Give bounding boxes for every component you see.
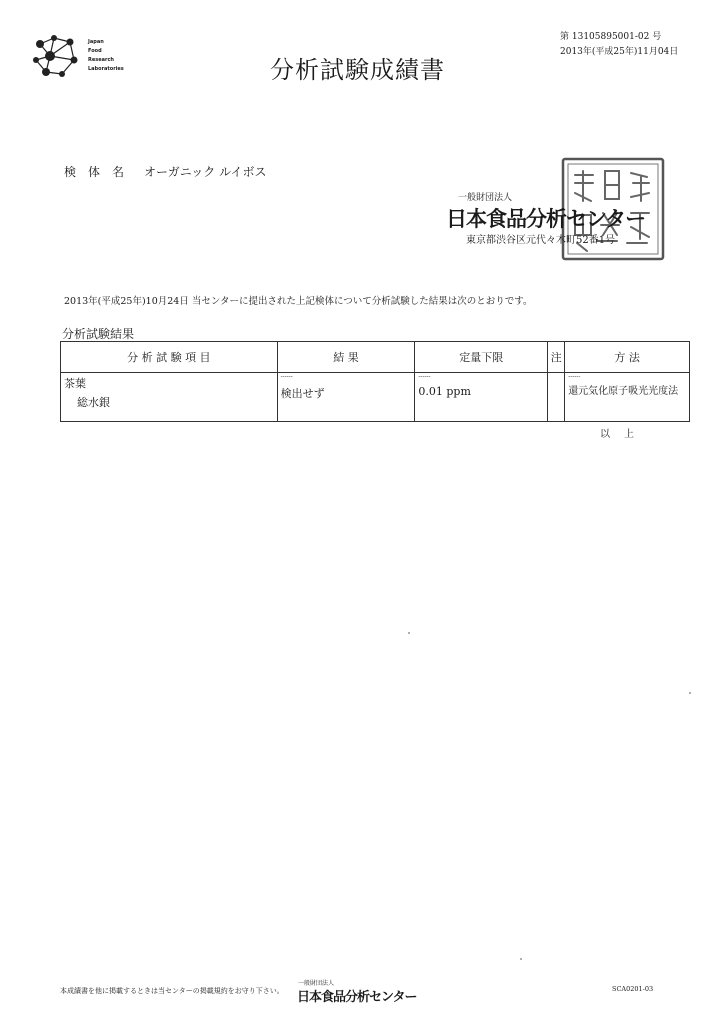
note-value [548,373,564,377]
footer-note: 本成績書を他に掲載するときは当センターの掲載規約をお守り下さい。 [60,987,284,995]
specimen-line [64,163,267,180]
cell-item [61,373,278,422]
cell-method [565,373,690,422]
header-method: 方 法 [565,342,690,373]
result-value: 検出せず [280,387,325,400]
header-note: 注 [548,342,565,373]
issuer-name: 日本食品分析センター [446,207,646,231]
header-limit: 定量下限 [415,342,548,373]
results-section-title: 分析試験結果 [62,327,135,341]
cell-result [277,373,415,422]
issuer-address: 東京都渋谷区元代々木町52番1号 [466,235,616,246]
statement-text: 2013年(平成25年)10月24日 当センターに提出された上記検体について分析試験した結果は次のとおりです。 [64,296,533,307]
logo-line: Food [88,48,102,54]
form-code: SCA0201-03 [612,985,654,993]
document-title: 分析試験成績書 [270,56,445,84]
logo-text [88,38,124,74]
header-result: 結 果 [277,342,415,373]
footer-corp-type: 一般財団法人 [298,980,335,987]
results-table [60,341,690,422]
limit-value: 0.01 ppm [418,385,471,398]
report-number: 第 13105895001-02 号 [560,32,662,42]
scan-speck [689,692,691,694]
test-item: 総水銀 [77,396,110,409]
table-row [61,373,690,422]
cell-limit [415,373,548,422]
scan-speck [520,958,522,960]
sample-category: 茶葉 [64,377,86,390]
laboratory-logo-icon [28,30,86,82]
scan-speck [408,632,410,634]
logo-line: Laboratories [88,66,124,72]
specimen-value: オーガニック ルイボス [144,165,267,179]
header-item: 分 析 試 験 項 目 [61,342,278,373]
cell-note [548,373,565,422]
table-header-row [61,342,690,373]
logo-line: Japan [88,39,104,45]
end-mark: 以上 [600,429,648,440]
issue-date: 2013年(平成25年)11月04日 [560,47,679,57]
specimen-label: 検体名 [64,165,137,179]
cell-dash: ------ [418,373,431,380]
method-value: 還元気化原子吸光光度法 [568,386,679,397]
issuer-corp-type: 一般財団法人 [458,193,513,203]
logo-line: Research [88,57,114,63]
cell-dash: ------ [280,373,293,380]
cell-dash: ------ [568,373,581,380]
report-meta [560,30,678,60]
footer-issuer-name: 日本食品分析センター [297,990,417,1005]
